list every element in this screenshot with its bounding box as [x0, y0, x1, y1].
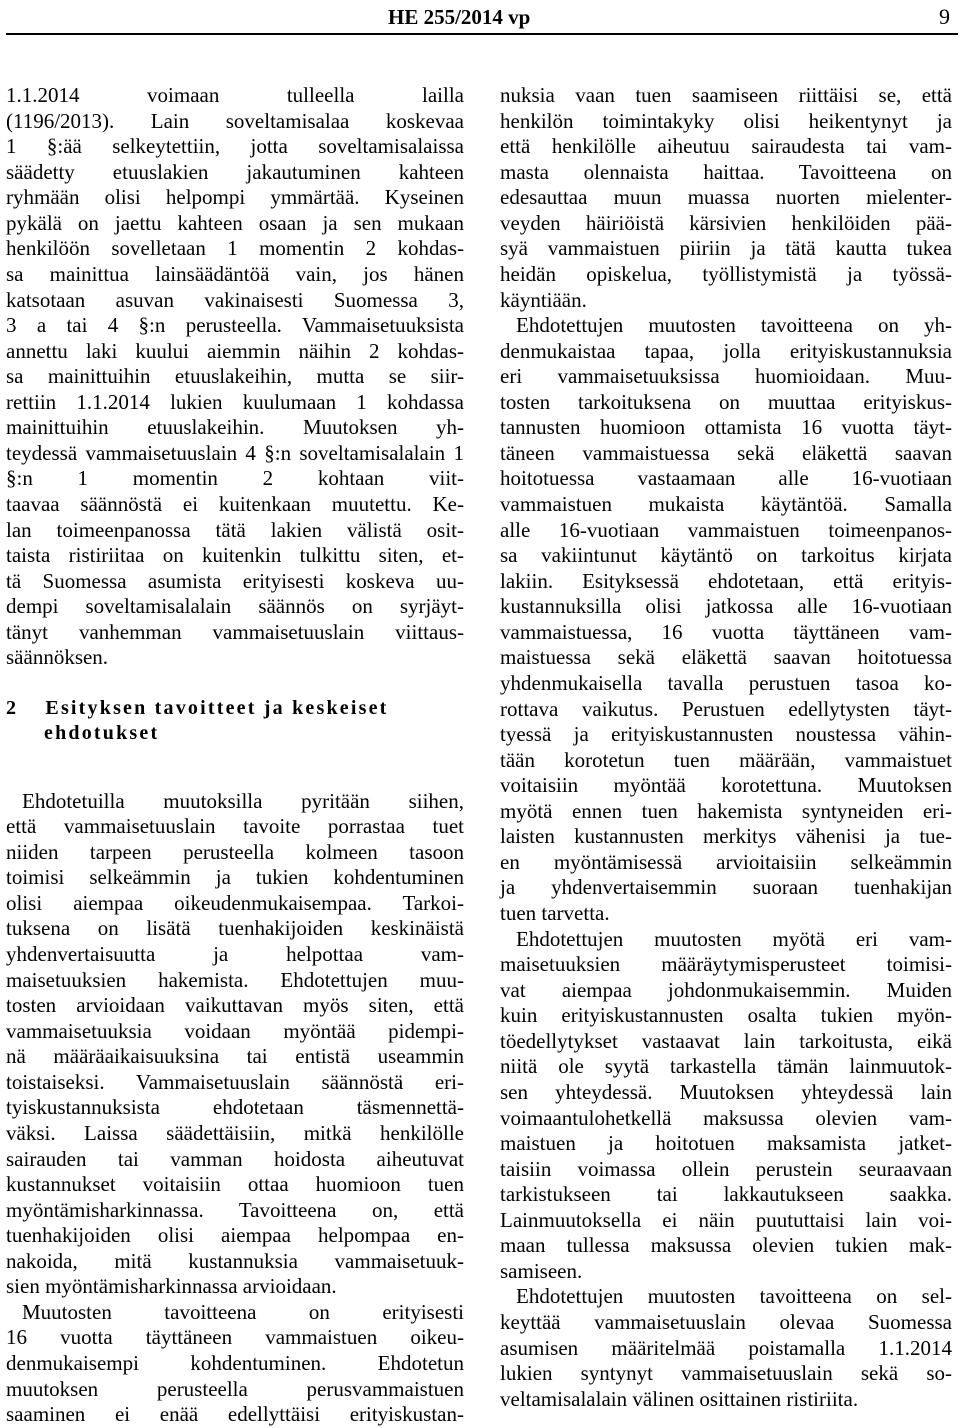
text-line: rettiin 1.1.2014 lukien kuulumaan 1 kohdassa [6, 389, 464, 414]
text-line: Lainmuutoksella ei näin puututtaisi lain voi- [500, 1207, 952, 1232]
residence-paragraph [500, 1284, 952, 1412]
text-line: yhdenvertaisuutta ja helpottaa vam- [6, 942, 464, 966]
text-line: sen yhteydessä. Muutoksen yhteydessä lain [500, 1079, 952, 1104]
text-line: nä määräaikaisuuksina tai entistä useammin [6, 1044, 464, 1069]
text-line: että vammaisetuuslain tavoite porrastaa tuet [6, 814, 464, 839]
text-line: sa mainittua lainsäädäntöä vain, jos hänen [6, 261, 464, 286]
text-line: sa mainittuihin etuuslakeihin, mutta se siir- [6, 364, 464, 389]
text-line: taisiin voimassa ollein perustein seuraavaan [500, 1156, 952, 1181]
text-line: täneen vammaistuessa sekä eläkettä saavan [500, 440, 952, 465]
text-line: maisetuuksien hakemista. Ehdotettujen muu- [6, 967, 464, 992]
text-line: toimisi selkeämmin ja tukien kohdentuminen [6, 865, 464, 890]
text-line: 16 vuotta täyttäneen vammaistuen oikeu- [6, 1325, 464, 1350]
text-line: saaminen ei enää edellyttäisi erityiskustan- [6, 1402, 464, 1427]
text-line: kustannukset voitaisiin ottaa huomioon tuen [6, 1172, 464, 1197]
text-line: yhdenmukaisella tavalla perustuen tasoa ko- [500, 670, 952, 695]
text-line: Ehdotettujen muutosten tavoitteena on sel- [516, 1284, 952, 1309]
text-line: lukien syntynyt vammaisetuuslain sekä so- [500, 1361, 952, 1386]
text-line: samiseen. [500, 1258, 583, 1283]
text-line: säädetty etuuslakien jakautuminen kahteen [6, 159, 464, 184]
text-line: vammaistuessa, 16 vuotta täyttäneen vam- [500, 619, 952, 644]
text-line: denmukaistaa tapaa, jolla erityiskustannuksia [500, 338, 952, 363]
text-line: lan toimeenpanossa tätä lakien välistä osit- [6, 517, 464, 542]
text-line: sairauden tai vamman hoidosta aiheutuvat [6, 1146, 464, 1171]
text-line: niiden tarpeen perusteella kolmeen tasoon [6, 839, 464, 864]
text-line: tosten tarkoituksena on muuttaa erityiskus- [500, 389, 952, 414]
text-line: käyntiään. [500, 287, 587, 312]
text-line: edesauttaa muun muassa nuorten mielenter- [500, 185, 952, 210]
text-line: nuksia vaan tuen saamiseen riittäisi se, että [500, 83, 952, 107]
section-number: 2 [6, 696, 19, 719]
text-line: tosten arvioidaan vaikuttavan myös siten, että [6, 993, 464, 1018]
text-line: säännöksen. [6, 645, 109, 670]
right-column [500, 83, 952, 1412]
text-line: vammaisetuuksia voidaan myöntää pidempi- [6, 1018, 464, 1043]
text-line: tarkistukseen tai lakkautukseen saakka. [500, 1182, 952, 1207]
text-line: tannusten huomioon ottamista 16 vuotta täyt- [500, 415, 952, 440]
text-line: Ehdotettujen muutosten tavoitteena on yh- [516, 313, 952, 338]
text-line: annettu laki kuului aiemmin näihin 2 kohdas- [6, 338, 464, 363]
text-line: Muutosten tavoitteena on erityisesti [22, 1299, 464, 1324]
text-line: ja yhdenvertaisemmin suoraan tuenhakijan [500, 875, 952, 900]
text-line: 3 a tai 4 §:n perusteella. Vammaisetuuksista [6, 313, 464, 338]
text-line: tuen tarvetta. [500, 901, 610, 925]
text-line: heidän opiskelua, työllistymistä ja työssä- [500, 261, 952, 286]
page-number: 9 [939, 4, 950, 29]
text-line: toistaiseksi. Vammaisetuuslain säännöstä eri- [6, 1069, 464, 1094]
text-line: ryhmään olisi helpompi ymmärtää. Kyseinen [6, 185, 464, 210]
section-title-continued: ehdotukset [44, 722, 160, 745]
left-column [6, 83, 464, 1428]
text-line: Ehdotettujen muutosten myötä eri vam- [516, 926, 952, 951]
text-line: kustannuksilla olisi jatkossa alle 16-vuotiaan [500, 594, 952, 619]
text-line: olisi aiempaa oikeudenmukaisempaa. Tarkoi- [6, 890, 464, 915]
text-line: nakoida, mitä kustannuksia vammaisetuuk- [6, 1248, 464, 1273]
text-line: sien myöntämisharkinnassa arvioidaan. [6, 1274, 337, 1299]
text-line: eri vammaisetuuksissa huomioidaan. Muu- [500, 364, 952, 389]
text-line: tyiskustannuksista ehdotetaan täsmennettä- [6, 1095, 464, 1120]
document-id: HE 255/2014 vp [388, 5, 531, 29]
text-line: rottava vaikutus. Perustuen edellytysten täyt- [500, 696, 952, 721]
continuation-paragraph [500, 83, 952, 313]
text-line: että henkilölle aiheutuu sairaudesta tai vam- [500, 134, 952, 159]
text-line: maan tullessa maksussa olevien tukien mak- [500, 1233, 952, 1258]
text-line: en myöntämisessä arvioitaisiin selkeämmin [500, 849, 952, 874]
text-line: vammaistuen mukaista käytäntöä. Samalla [500, 492, 952, 516]
text-line: Ehdotetuilla muutoksilla pyritään siihen, [22, 788, 464, 813]
header-rule [6, 33, 958, 35]
text-line: henkilöön sovelletaan 1 momentin 2 kohdas- [6, 236, 464, 261]
text-line: tuenhakijoiden olisi aiempaa helpompaa en- [6, 1223, 464, 1248]
text-line: 1 §:ää selkeytettiin, jotta soveltamisalaissa [6, 134, 464, 159]
text-line: laisten kustannusten merkitys vähenisi ja tue- [500, 824, 952, 849]
text-line: veltamisalalain välinen osittainen ristiriita. [500, 1386, 859, 1411]
text-line: syä vammaistuen piiriin ja tätä kautta tukea [500, 236, 952, 261]
objectives-paragraph [6, 789, 464, 1300]
text-line: (1196/2013). Lain soveltamisalaa koskevaa [6, 108, 464, 133]
text-line: tuksena on lisätä tuenhakijoiden keskinäistä [6, 916, 464, 941]
special-costs-paragraph [500, 313, 952, 927]
text-line: maistuessa sekä eläkettä saavan hoitotuessa [500, 645, 952, 670]
text-line: veyden häiriöistä kärsivien henkilöiden pää- [500, 210, 952, 235]
text-line: taavaa säännöstä ei kuitenkaan muutettu. Ke- [6, 492, 464, 516]
text-line: niitä ole syytä tarkastella tämän lainmuutok- [500, 1054, 952, 1079]
text-line: väksi. Laissa säädettäisiin, mitkä henkilölle [6, 1120, 464, 1145]
text-line: myöntämisharkinnassa. Tavoitteena on, että [6, 1197, 464, 1222]
text-line: henkilön toimintakyky olisi heikentynyt ja [500, 108, 952, 133]
section-heading-line [6, 696, 464, 722]
text-line: lakiin. Esityksessä ehdotetaan, että erityis- [500, 568, 952, 593]
text-line: denmukaisempi kohdentuminen. Ehdotetun [6, 1351, 464, 1375]
text-line: tyessä ja erityiskustannusten noustessa vähin- [500, 722, 952, 747]
text-line: keyttää vammaisetuuslain olevaa Suomessa [500, 1310, 952, 1334]
text-line: vat aiempaa johdonmukaisemmin. Muiden [500, 977, 952, 1002]
text-line: tään korotetun tuen määrään, vammaistuet [500, 747, 952, 772]
criteria-paragraph [500, 927, 952, 1285]
text-line: tänyt vanhemman vammaisetuuslain viittaus- [6, 619, 464, 644]
text-line: voitaisiin myöntää korotettuna. Muutoksen [500, 773, 952, 798]
text-line: tä Suomessa asumista erityisesti koskeva uu- [6, 568, 464, 593]
spacer [6, 747, 464, 789]
text-line: töedellytykset vastaavat lain tarkoitusta, eikä [500, 1028, 952, 1053]
section-heading [6, 696, 464, 747]
text-line: kuin erityiskustannusten osalta tukien myön- [500, 1003, 952, 1028]
spacer [6, 671, 464, 697]
text-line: pykälä on jaettu kahteen osaan ja sen mukaan [6, 210, 464, 235]
text-line: maisetuuksien määräytymisperusteet toimisi- [500, 952, 952, 977]
text-line: alle 16-vuotiaan vammaistuen toimeenpanos- [500, 517, 952, 542]
text-line: myötä ennen tuen hakemista syntyneiden eri- [500, 798, 952, 823]
text-line: voimaantulohetkellä maksussa olevien vam- [500, 1105, 952, 1130]
text-line: masta olennaista haittaa. Tavoitteena on [500, 159, 952, 184]
text-line: muutoksen perusteella perusvammaistuen [6, 1376, 464, 1401]
text-line: sa vakiintunut käytäntö on tarkoitus kirjata [500, 543, 952, 568]
text-line: hoitotuessa vastaamaan alle 16-vuotiaan [500, 466, 952, 491]
text-line: mainittuihin etuuslakeihin. Muutoksen yh- [6, 415, 464, 440]
text-line: dempi soveltamisalalain säännös on syrjäyt- [6, 594, 464, 619]
text-line: 1.1.2014 voimaan tulleella lailla [6, 83, 464, 107]
text-line: asumisen määritelmää poistamalla 1.1.2014 [500, 1335, 952, 1360]
section-title: Esityksen tavoitteet ja keskeiset [45, 696, 389, 719]
page-header [0, 4, 960, 34]
age-16-paragraph [6, 1300, 464, 1428]
text-line: katsotaan asuvan vakinaisesti Suomessa 3, [6, 287, 464, 312]
intro-paragraph [6, 83, 464, 671]
text-line: taista ristiriitaa on kuitenkin tulkittu siten, et- [6, 543, 464, 568]
text-line: maistuen ja hoitotuen maksamista jatket- [500, 1131, 952, 1156]
text-line: teydessä vammaisetuuslain 4 §:n soveltamisalalain 1 §:n 1 momentin 2 kohtaan viit- [6, 440, 464, 491]
